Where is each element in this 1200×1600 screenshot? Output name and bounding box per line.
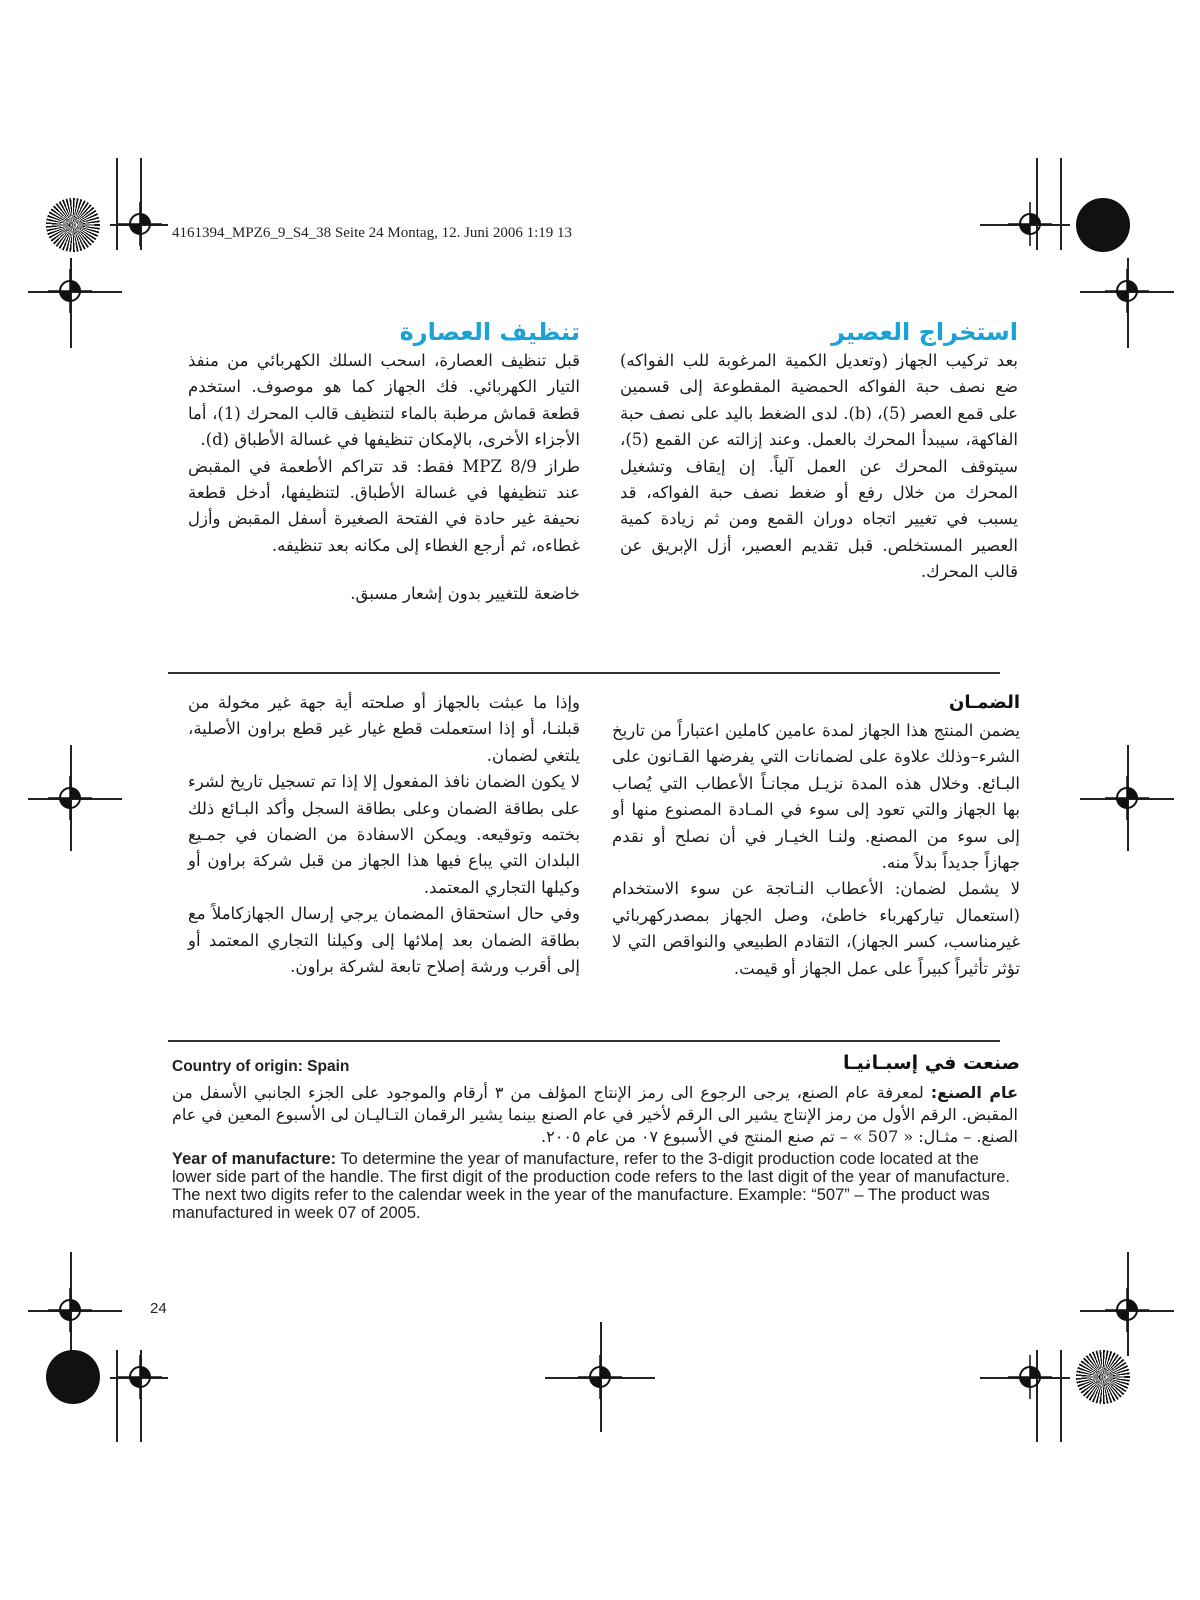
paragraph: لا يكون الضمان نافذ المفعول إلا إذا تم تسجيل تاريخ لشرء على بطاقة الضمان وعلى بطاقة السجل وأكد البـائع ذلك بختمه وتوقيعه. ويمكن الاسفادة من الضمان في جمـيع البلدان التي يباع فيها هذا الجهاز من قبل شركة براون أو وكيلها التجاري المعتمد. bbox=[188, 772, 580, 897]
solid-circle-mark-bottom-left bbox=[46, 1350, 100, 1404]
paragraph: وفي حال استحقاق المضمان يرجي إرسال الجهازكاملاً مع بطاقة الضمان بعد إملائها إلى وكيلنا التجاري المعتمد أو إلى أقرب ورشة إصلاح تابعة لشركة براون. bbox=[188, 904, 580, 977]
registration-mark-icon bbox=[1105, 269, 1149, 313]
paragraph: يضمن المنتج هذا الجهاز لمدة عامين كاملين اعتباراً من تاريخ الشرء–وذلك علاوة على لضمانات التي يفرضها القـانون على البـائع. وخلال هذه المدة نزيـل مجانـاً الأعطاب التي يُصاب بها الجهاز والتي تعود إلى سوء في المـادة المصنوع منها أو إلى سوء من المصنع. ولنـا الخيـار في أن نصلح أو نقدم جهازاً جديداً بدلاً منه. bbox=[612, 721, 1020, 873]
cleaning-section bbox=[188, 316, 580, 608]
paragraph: طراز MPZ 8/9 فقط: قد تتراكم الأطعمة في المقبض عند تنظيفها في غسالة الأطباق. لتنظيفها، أدخل قطعة نحيفة غير حادة في الفتحة الصغيرة أسفل المقبض وأزل غطاءه، ثم أرجع الغطاء إلى مكانه بعد تنظيفه. bbox=[188, 456, 580, 555]
guarantee-section-left bbox=[188, 690, 580, 980]
year-text-english: To determine the year of manufacture, refer to the 3-digit production code located at the lower side part of the handle. The first digit of the production code refers to the last digit of the year of manufacture. The next two digits refer to the calendar week in the year of the manufacture. Example: “507” – The product was manufactured in week 07 of 2005. bbox=[172, 1150, 1011, 1222]
divider bbox=[168, 672, 1000, 674]
crop-line bbox=[1060, 158, 1062, 250]
year-text-arabic: لمعرفة عام الصنع، يرجى الرجوع الى رمز الإنتاج المؤلف من ٣ أرقام والموجود على الجزء الجانبي الأسفل من المقبض. الرقم الأول من رمز الإنتاج يشير الى الرقم لأخير في عام الصنع بينما يشير الرقمان التـاليـان لى الأسبوع المعين في عام الصنع. – مثـال: « 507 » – تم صنع المنتج في الأسبوع ٠٧ من عام ٢٠٠٥. bbox=[172, 1083, 1018, 1146]
registration-mark-icon bbox=[48, 269, 92, 313]
year-of-manufacture-english bbox=[172, 1150, 1020, 1222]
registration-mark-icon bbox=[118, 1355, 162, 1399]
origin-english: Country of origin: Spain bbox=[172, 1058, 350, 1075]
section-title: الضمـان bbox=[948, 692, 1020, 713]
solid-circle-mark-top-right bbox=[1076, 198, 1130, 252]
registration-mark-icon bbox=[1008, 202, 1052, 246]
paragraph: وإذا ما عبثت بالجهاز أو صلحته أية جهة غير مخولة من قبلنـا، أو إذا استعملت قطع غيار غير قطع براون الأصلية، يلتغي لضمان. bbox=[188, 693, 580, 765]
registration-mark-icon bbox=[118, 202, 162, 246]
year-of-manufacture-arabic bbox=[172, 1082, 1018, 1148]
registration-mark-icon bbox=[1105, 776, 1149, 820]
divider bbox=[168, 1040, 1000, 1042]
year-label-english: Year of manufacture: bbox=[172, 1150, 337, 1168]
paragraph: لا يشمل لضمان: الأعطاب النـاتجة عن سوء الاستخدام (استعمال تياركهرباء خاطئ، وصل الجهاز بمصدركهربائي غيرمناسب، كسر الجهاز)، التقادم الطبيعي والنواقص التي لا تؤثر تأثيراً كبيراً على عمل الجهاز أو قيمت. bbox=[612, 879, 1020, 978]
sunburst-mark-bottom-right bbox=[1076, 1350, 1130, 1404]
registration-mark-icon bbox=[1105, 1288, 1149, 1332]
registration-mark-icon bbox=[48, 776, 92, 820]
origin-arabic: صنعت في إسبـانيـا bbox=[843, 1052, 1020, 1074]
paragraph: قبل تنظيف العصارة، اسحب السلك الكهربائي من منفذ التيار الكهربائي. فك الجهاز كما هو موصوف. استخدم قطعة قماش مرطبة بالماء لتنظيف قالب المحرك (1)، أما الأجزاء الأخرى، بالإمكان تنظيفها في غسالة الأطباق (d). bbox=[188, 351, 580, 450]
sunburst-mark-top-left bbox=[46, 198, 100, 252]
registration-mark-icon bbox=[48, 1288, 92, 1332]
section-title: استخراج العصير bbox=[831, 318, 1018, 346]
print-slug: 4161394_MPZ6_9_S4_38 Seite 24 Montag, 12. Juni 2006 1:19 13 bbox=[172, 225, 573, 241]
registration-mark-icon bbox=[578, 1355, 622, 1399]
year-label-arabic: عام الصنع: bbox=[930, 1083, 1018, 1102]
registration-mark-icon bbox=[1008, 1355, 1052, 1399]
juice-extraction-section bbox=[620, 316, 1018, 586]
crop-line bbox=[1060, 1350, 1062, 1442]
section-title: تنظيف العصارة bbox=[399, 318, 580, 346]
page-number: 24 bbox=[150, 1300, 167, 1317]
guarantee-section-right bbox=[612, 688, 1020, 982]
change-notice: خاضعة للتغيير بدون إشعار مسبق. bbox=[350, 584, 580, 604]
paragraph: بعد تركيب الجهاز (وتعديل الكمية المرغوبة للب الفواكه) ضع نصف حبة الفواكه الحمضية المقطوعة إلى قسمين على قمع العصر (5)، (b). لدى الضغط باليد على نصف حبة الفاكهة، سيبدأ المحرك بالعمل. وعند إزالته عن القمع (5)، سيتوقف المحرك عن العمل آلياً. إن إيقاف وتشغيل المحرك من خلال رفع أو ضغط نصف حبة الفواكه، قد يسبب في تغيير اتجاه دوران القمع ومن ثم زيادة كمية العصير المستخلص. قبل تقديم العصير، أزل الإبريق عن قالب المحرك. bbox=[620, 351, 1018, 582]
